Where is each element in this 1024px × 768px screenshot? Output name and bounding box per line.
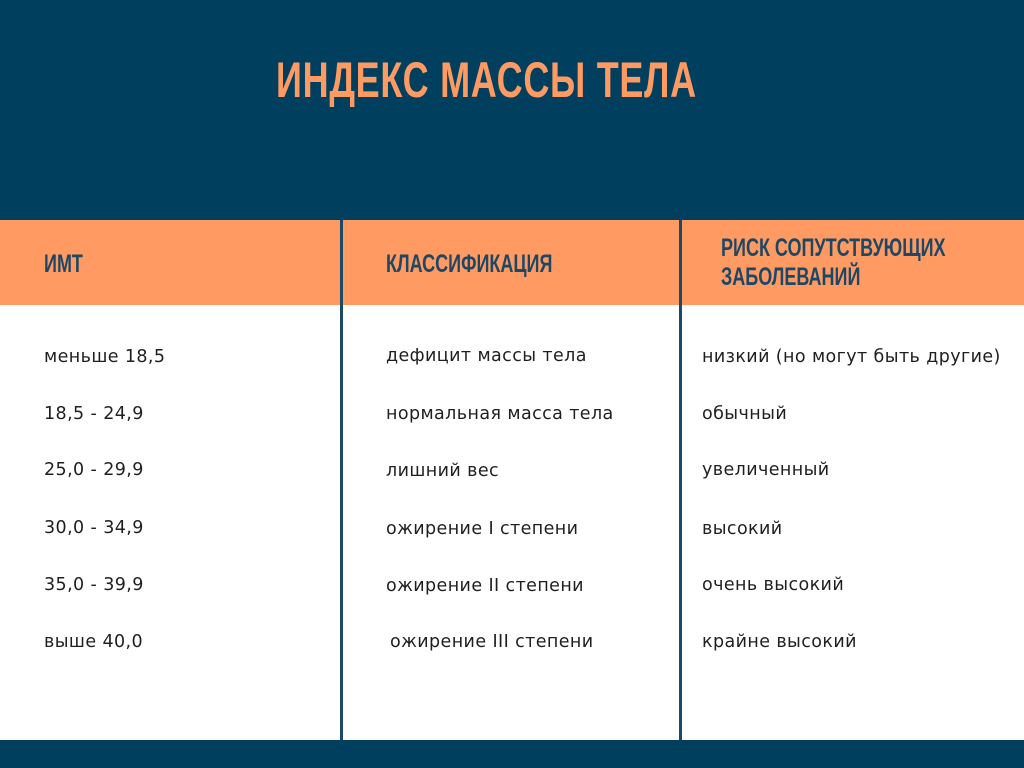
cell-bmi: 35,0 - 39,9 (44, 575, 144, 595)
cell-bmi: 25,0 - 29,9 (44, 460, 144, 480)
footer-band (0, 740, 1024, 768)
cell-risk: низкий (но могут быть другие) (702, 347, 1001, 367)
cell-bmi: 18,5 - 24,9 (44, 404, 144, 424)
cell-risk: обычный (702, 404, 788, 424)
title-banner (0, 0, 1024, 220)
cell-risk: высокий (702, 519, 783, 539)
cell-classification: ожирение I степени (386, 519, 579, 539)
cell-classification: нормальная масса тела (386, 404, 614, 424)
cell-risk: увеличенный (702, 460, 830, 480)
cell-classification: лишний вес (386, 461, 500, 481)
header-risk (721, 234, 946, 292)
column-divider (340, 220, 343, 740)
page-title: ИНДЕКС МАССЫ ТЕЛА (276, 52, 697, 108)
header-classification: КЛАССИФИКАЦИЯ (386, 250, 553, 278)
cell-classification: ожирение II степени (386, 576, 584, 596)
cell-risk: крайне высокий (702, 632, 857, 652)
cell-bmi: меньше 18,5 (44, 347, 166, 367)
cell-bmi: 30,0 - 34,9 (44, 518, 144, 538)
cell-classification: ожирение III степени (390, 632, 594, 652)
cell-bmi: выше 40,0 (44, 632, 144, 652)
header-risk-line-2: ЗАБОЛЕВАНИЙ (721, 263, 861, 291)
cell-risk: очень высокий (702, 575, 845, 595)
header-bmi: ИМТ (44, 250, 83, 278)
column-divider (679, 220, 682, 740)
cell-classification: дефицит массы тела (386, 346, 587, 366)
header-risk-line-1: РИСК СОПУТСТВУЮЩИХ (721, 234, 946, 262)
